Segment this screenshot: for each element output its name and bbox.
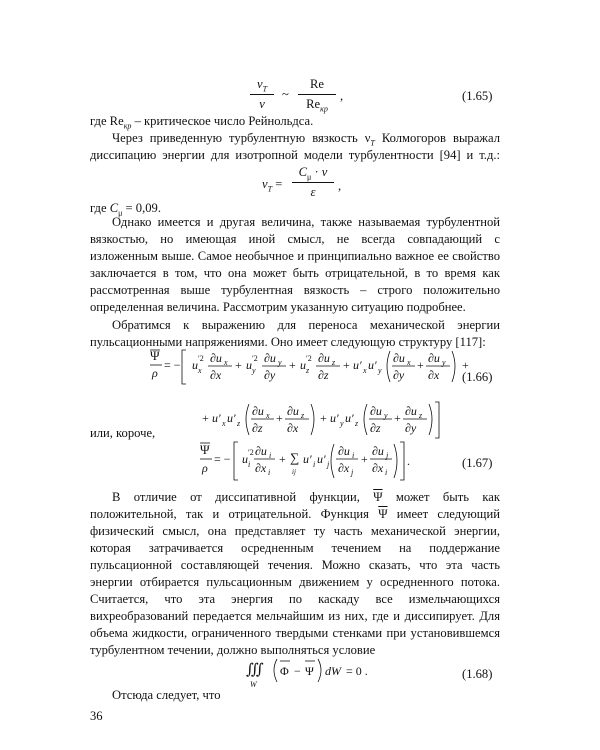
svg-text:∂x: ∂x: [428, 368, 440, 382]
svg-text:i: i: [385, 468, 388, 477]
svg-text:= 0 .: = 0 .: [346, 664, 368, 678]
svg-text:u′: u′: [368, 358, 377, 372]
svg-text:+: +: [320, 411, 327, 425]
svg-text:ρ: ρ: [152, 366, 158, 380]
svg-text:i: i: [313, 460, 316, 469]
svg-text:u′: u′: [353, 358, 362, 372]
svg-text:u: u: [300, 358, 306, 372]
svg-text:j: j: [386, 451, 389, 460]
cmu-note: где $C_\mu = 0,09$.: [90, 201, 161, 218]
svg-text:Ψ: Ψ: [150, 348, 160, 363]
svg-text:+: +: [289, 358, 296, 372]
para2-line3: изложенным выше. Самое необычное и принципиально важное ее свойство: [90, 249, 500, 263]
svg-text:∂x: ∂x: [338, 461, 350, 475]
svg-text:z: z: [306, 366, 310, 375]
svg-text:′2: ′2: [248, 448, 254, 457]
svg-text:∂u: ∂u: [405, 404, 417, 418]
svg-text:= −: = −: [164, 358, 181, 372]
svg-text:∂z: ∂z: [318, 368, 329, 382]
para4-line2: положительной, так и отрицательной. Функция $\overline{\Psi}$ имеет следующий: [90, 507, 500, 521]
svg-text:+: +: [202, 411, 209, 425]
svg-text:∂u: ∂u: [318, 351, 330, 365]
svg-text:y: y: [384, 411, 388, 420]
para4-line4: которая затрачивается осредненным течением на поддержание: [90, 541, 500, 555]
para4-line10: турбулентном течении, должно выполняться условие: [90, 643, 376, 657]
svg-text:z: z: [355, 419, 359, 428]
svg-text:′2: ′2: [252, 354, 258, 363]
svg-text:∂u: ∂u: [393, 351, 405, 365]
svg-text:∂u: ∂u: [428, 351, 440, 365]
para3-line1: Обратимся к выражению для переноса механической энергии: [112, 318, 500, 332]
svg-text:x: x: [266, 411, 270, 420]
svg-text:z: z: [301, 411, 305, 420]
svg-text:j: j: [351, 468, 354, 477]
para4-line3: физический смысл, она представляет ту часть механической энергии,: [90, 524, 500, 538]
para4-line7: Считается, что эта энергия по каскаду все измельчающихся: [90, 592, 500, 606]
svg-text:∂y: ∂y: [393, 368, 405, 382]
para4-line9: объема жидкости, ограниченного твердыми стенками при установившемся: [90, 626, 500, 640]
equation-number: (1.68): [462, 667, 493, 681]
equation-1-66: [150, 348, 480, 448]
svg-text:−: −: [294, 664, 301, 678]
svg-text:u′: u′: [212, 411, 221, 425]
svg-text:+: +: [361, 452, 368, 466]
svg-text:x: x: [198, 366, 202, 375]
svg-text:Ψ: Ψ: [305, 664, 314, 678]
para2-line6: определенная величина. Рассмотрим указанную ситуацию подробнее.: [90, 300, 466, 314]
svg-text:u′: u′: [317, 452, 326, 466]
equation-1-68: [246, 654, 376, 690]
svg-text:′2: ′2: [198, 354, 204, 363]
svg-text:∂x: ∂x: [255, 461, 267, 475]
svg-text:+: +: [394, 411, 401, 425]
para4-line1: В отличие от диссипативной функции, $\overline{\Psi}$ может быть как: [112, 490, 500, 504]
svg-text:= −: = −: [214, 452, 231, 466]
svg-text:u: u: [192, 358, 198, 372]
svg-text:∂u: ∂u: [287, 404, 299, 418]
para4-line5: пульсационной составляющей течения. Можно сказать, что эта часть: [90, 558, 500, 572]
svg-text:Ψ: Ψ: [200, 442, 210, 457]
para2-line4: заключается в том, что она может быть отрицательной, в то время как: [90, 266, 500, 280]
svg-text:∂u: ∂u: [372, 444, 384, 458]
final-line: Отсюда следует, что: [112, 688, 221, 702]
equation-number: (1.66): [462, 370, 493, 384]
para1-line1: Через приведенную турбулентную вязкость $\nu_T$ Колмогоров выражал: [112, 131, 500, 148]
svg-text:i: i: [268, 468, 271, 477]
svg-text:u: u: [242, 452, 248, 466]
svg-text:∂y: ∂y: [264, 368, 276, 382]
para3-line2: пульсационными напряжениями. Оно имеет следующую структуру [117]:: [90, 335, 486, 349]
svg-text:∂u: ∂u: [255, 444, 267, 458]
svg-text:y: y: [340, 419, 344, 428]
svg-text:∭: ∭: [246, 662, 264, 678]
document-page: $\nu_T$ ν ~ Re $Re_{кр}$ , (1.65) где $Re_{кр}$ – критическое число Рейнольдса. Через приведенную турбулентную вязкость $\nu_T$ Колмогоров выражал диссипацию энергии для изотропной модели турбулентности [94] и т.д.: $\nu_T$ = $C_\mu \cdot \nu$ ε , где $C_\mu = 0,09$. Однако имеется и другая величина, также называемая турбулентной вязкостью, но имеющая иной смысл, не всегда совпадающий с изложенным выше. Самое необычное и принципиально важное ее свойство заключается в том, что она может быть отрицательной, в то время как рассмотренная выше турбулентная вязкость – строго положительно определенная величина. Рассмотрим указанную ситуацию подробнее. Обратимся к выражению для переноса механической энергии пульсационными напряжениями. Оно имеет следующую структуру [117]: Ψ ρ = − u ′2 x ∂u x ∂x + u ′2 y ∂u y ∂y + u ′2 z ∂u z ∂z + u′ x u′ y ∂u x ∂y + ∂u y ∂x + + u′ x u′ z ∂u x ∂z + ∂u z ∂x + u′ y u′ z ∂u y ∂z + ∂u z ∂y (1.66) или, короче, Ψ ρ = − u ′2 i ∂u i ∂x i + ∑ ij u′ i u′ j ∂u i ∂x j + ∂u j ∂x i . (1.67) В отличие от диссипативной функции, $\overline{\Psi}$ может быть как положительной, так и отрицательной. Функция $\overline{\Psi}$ имеет следующий физический смысл, она представляет ту часть механической энергии, которая затрачивается осредненным течением на поддержание пульсационной составляющей течения. Можно сказать, что эта часть энергии отбирается пульсационным движением у осредненного потока. Считается, что эта энергия по каскаду все измельчающихся вихреобразований передается мельчайшим из них, где и диссипирует. Для объема жидкости, ограниченного твердыми стенками при установившемся турбулентном течении, должно выполняться условие ∭ W Φ − Ψ dW = 0 . (1.68) Отсюда следует, что 36: [90, 77, 500, 723]
svg-text:i: i: [269, 451, 272, 460]
para4-line6: энергии отбирается пульсационным движением у осредненного потока.: [90, 575, 500, 589]
svg-text:i: i: [248, 460, 251, 469]
para2-line2: вязкостью, но имеющая иной смысл, не всегда совпадающий с: [90, 232, 500, 246]
svg-text:ij: ij: [292, 468, 296, 476]
svg-text:z: z: [332, 358, 336, 367]
svg-text:y: y: [252, 366, 256, 375]
svg-text:+: +: [417, 358, 424, 372]
svg-text:∂u: ∂u: [210, 351, 222, 365]
svg-text:.: .: [407, 454, 410, 468]
svg-text:∂u: ∂u: [252, 404, 264, 418]
svg-text:j: j: [327, 460, 330, 469]
para2-line5: рассмотренная выше турбулентная вязкость – строго положительно: [90, 283, 500, 297]
para2-line1: Однако имеется и другая величина, также называемая турбулентной: [112, 215, 500, 229]
svg-text:+: +: [276, 411, 283, 425]
svg-text:∂x: ∂x: [287, 421, 299, 435]
eq165-note: где $Re_{кр}$ – критическое число Рейнольдса.: [90, 114, 314, 131]
svg-text:u′: u′: [330, 411, 339, 425]
svg-text:y: y: [442, 358, 446, 367]
svg-text:+: +: [235, 358, 242, 372]
svg-text:x: x: [363, 366, 367, 375]
svg-text:∂u: ∂u: [264, 351, 276, 365]
svg-text:+: +: [343, 358, 350, 372]
svg-text:W: W: [250, 680, 257, 689]
equation-number: (1.67): [462, 456, 493, 470]
svg-text:+: +: [462, 358, 469, 372]
svg-text:u′: u′: [303, 452, 312, 466]
svg-text:∂u: ∂u: [338, 444, 350, 458]
svg-text:u: u: [246, 358, 252, 372]
svg-text:z: z: [237, 419, 241, 428]
svg-text:dW: dW: [325, 664, 341, 678]
svg-text:u′: u′: [227, 411, 236, 425]
page-number: 36: [90, 709, 103, 723]
svg-text:x: x: [224, 358, 228, 367]
svg-text:∂y: ∂y: [405, 421, 417, 435]
svg-text:ρ: ρ: [202, 461, 208, 475]
svg-text:∂x: ∂x: [210, 368, 222, 382]
svg-text:x: x: [407, 358, 411, 367]
svg-text:i: i: [352, 451, 355, 460]
svg-text:′2: ′2: [306, 354, 312, 363]
svg-text:y: y: [278, 358, 282, 367]
equation-number: (1.65): [462, 89, 493, 103]
svg-text:y: y: [378, 366, 382, 375]
svg-text:u′: u′: [345, 411, 354, 425]
equation-1-67: [200, 440, 420, 484]
or-shorter: или, короче,: [90, 426, 156, 440]
svg-text:∂x: ∂x: [372, 461, 384, 475]
para4-line8: вихреобразований передается мельчайшим из них, где и диссипирует. Для: [90, 609, 500, 623]
svg-text:∑: ∑: [290, 450, 300, 465]
svg-text:+: +: [279, 452, 286, 466]
svg-text:Φ: Φ: [280, 664, 289, 678]
svg-text:z: z: [419, 411, 423, 420]
svg-text:∂u: ∂u: [370, 404, 382, 418]
svg-text:x: x: [222, 419, 226, 428]
para1-line2: диссипацию энергии для изотропной модели турбулентности [94] и т.д.:: [90, 148, 500, 162]
svg-text:∂z: ∂z: [370, 421, 381, 435]
svg-text:∂z: ∂z: [252, 421, 263, 435]
